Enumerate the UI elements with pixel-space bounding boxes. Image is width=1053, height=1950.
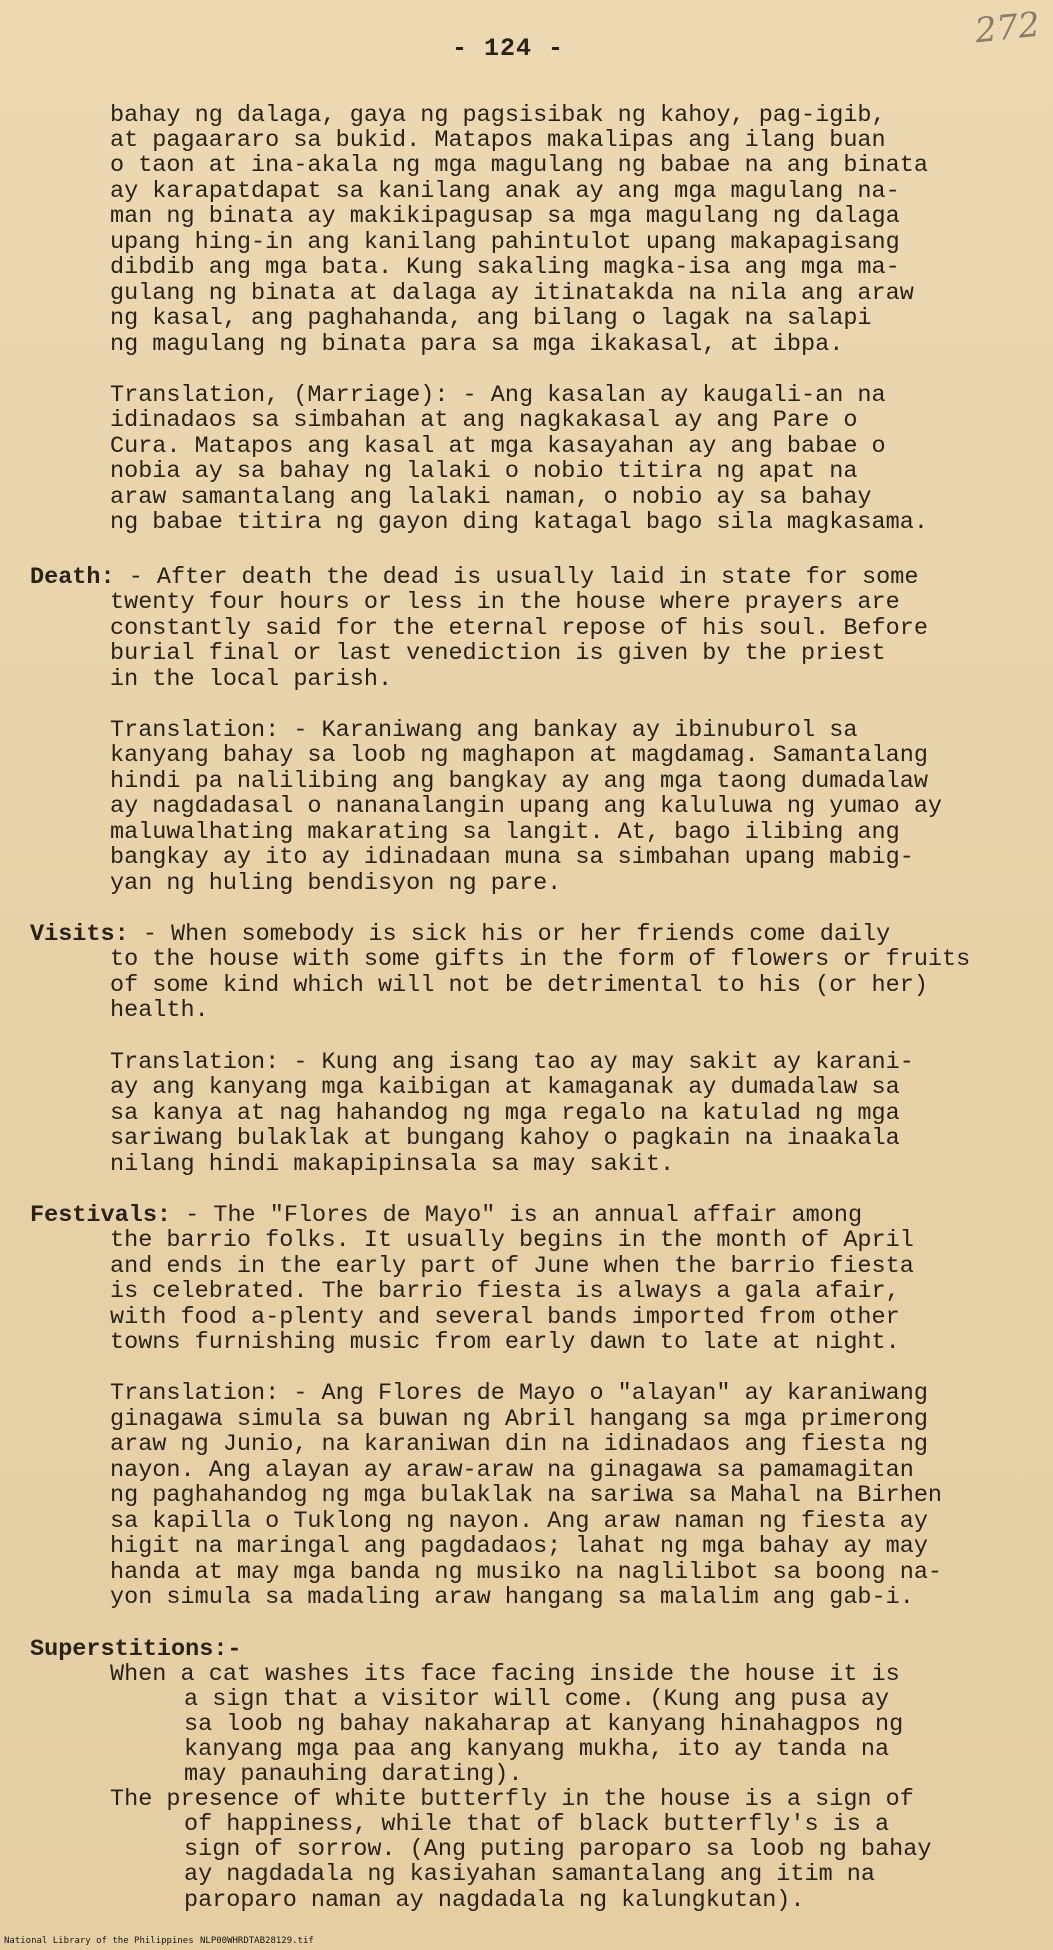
- text-line: is celebrated. The barrio fiesta is always a gala afair,: [110, 1278, 900, 1305]
- text-line: the barrio folks. It usually begins in the month of April: [110, 1227, 914, 1254]
- text-line: health.: [110, 997, 209, 1024]
- text-line: kanyang mga paa ang kanyang mukha, ito ay tanda na: [184, 1736, 890, 1763]
- text-line: hindi pa nalilibing ang bangkay ay ang mga taong dumadalaw: [110, 768, 928, 795]
- text-line: a sign that a visitor will come. (Kung ang pusa ay: [184, 1686, 890, 1713]
- text-line: higit na maringal ang pagdadaos; lahat ng mga bahay ay may: [110, 1533, 928, 1560]
- text-line: to the house with some gifts in the form of flowers or fruits: [110, 946, 971, 973]
- text-line: of some kind which will not be detrimental to his (or her): [110, 972, 928, 999]
- text-line: ng magulang ng binata para sa mga ikakasal, at ibpa.: [110, 331, 844, 358]
- text-line: burial final or last venediction is given by the priest: [110, 640, 886, 667]
- section-label-death: Death:: [30, 564, 115, 591]
- text-line: idinadaos sa simbahan at ang nagkakasal ay ang Pare o: [110, 407, 858, 434]
- footer-filename: NLP00WHRDTAB28129.tif: [200, 1936, 314, 1946]
- text-line: ay nagdadasal o nananalangin upang ang kaluluwa ng yumao ay: [110, 793, 943, 820]
- text-line: man ng binata ay makikipagusap sa mga magulang ng dalaga: [110, 203, 900, 230]
- text-line: sa loob ng bahay nakaharap at kanyang hinahagpos ng: [184, 1711, 904, 1738]
- visits-first-line: Visits: - When somebody is sick his or her friends come daily: [30, 921, 891, 948]
- text-line: may panauhing darating).: [184, 1761, 523, 1788]
- text-line: dibdib ang mga bata. Kung sakaling magka-isa ang mga ma-: [110, 254, 900, 281]
- text-line: sariwang bulaklak at bungang kahoy o pagkain na inaakala: [110, 1125, 900, 1152]
- text-line: maluwalhating makarating sa langit. At, bago ilibing ang: [110, 819, 900, 846]
- text-line: kanyang bahay sa loob ng maghapon at magdamag. Samantalang: [110, 742, 928, 769]
- festivals-first-line: Festivals: - The "Flores de Mayo" is an annual affair among: [30, 1202, 863, 1229]
- text-line: ay nagdadala ng kasiyahan samantalang ang itim na: [184, 1861, 876, 1888]
- text-line: Translation, (Marriage): - Ang kasalan ay kaugali-an na: [110, 382, 886, 409]
- text-line: yan ng huling bendisyon ng pare.: [110, 870, 562, 897]
- text-line: upang hing-in ang kanilang pahintulot upang makapagisang: [110, 229, 900, 256]
- text-line: and ends in the early part of June when the barrio fiesta: [110, 1253, 914, 1280]
- text-line: sign of sorrow. (Ang puting paroparo sa loob ng bahay: [184, 1836, 932, 1863]
- text-line: Translation: - Kung ang isang tao ay may sakit ay karani-: [110, 1049, 914, 1076]
- footer-library-name: National Library of the Philippines: [4, 1936, 194, 1946]
- text-line: nayon. Ang alayan ay araw-araw na ginagawa sa pamamagitan: [110, 1457, 914, 1484]
- text-line: towns furnishing music from early dawn to late at night.: [110, 1329, 900, 1356]
- section-label-superstitions: Superstitions:-: [30, 1636, 242, 1663]
- section-label-festivals: Festivals:: [30, 1202, 172, 1229]
- text-line: ginagawa simula sa buwan ng Abril hangang sa mga primerong: [110, 1406, 928, 1433]
- text-line: at pagaararo sa bukid. Matapos makalipas ang ilang buan: [110, 127, 886, 154]
- text-line: bahay ng dalaga, gaya ng pagsisibak ng kahoy, pag-igib,: [110, 102, 886, 129]
- text-line: twenty four hours or less in the house where prayers are: [110, 589, 900, 616]
- text-line: with food a-plenty and several bands imported from other: [110, 1304, 900, 1331]
- text-line: The presence of white butterfly in the house is a sign of: [110, 1786, 914, 1813]
- text-line: Translation: - Karaniwang ang bankay ay ibinuburol sa: [110, 717, 858, 744]
- text-line: bangkay ay ito ay idinadaan muna sa simbahan upang mabig-: [110, 844, 914, 871]
- text-line: in the local parish.: [110, 666, 393, 693]
- page-number: - 124 -: [452, 34, 565, 63]
- text-line: o taon at ina-akala ng mga magulang ng babae na ang binata: [110, 152, 928, 179]
- text-line: constantly said for the eternal repose of his soul. Before: [110, 615, 928, 642]
- text-line: araw samantalang ang lalaki naman, o nobio ay sa bahay: [110, 484, 872, 511]
- text-line: nilang hindi makapipinsala sa may sakit.: [110, 1151, 675, 1178]
- text-line: sa kanya at nag hahandog ng mga regalo na katulad ng mga: [110, 1100, 900, 1127]
- text-line: yon simula sa madaling araw hangang sa malalim ang gab-i.: [110, 1584, 914, 1611]
- text-line: Translation: - Ang Flores de Mayo o "alayan" ay karaniwang: [110, 1380, 928, 1407]
- text-line: ay karapatdapat sa kanilang anak ay ang mga magulang na-: [110, 178, 900, 205]
- section-label-visits: Visits:: [30, 921, 129, 948]
- death-first-line: Death: - After death the dead is usually laid in state for some: [30, 564, 919, 591]
- handwritten-page-number: 272: [973, 4, 1042, 52]
- text-line: araw ng Junio, na karaniwan din na idinadaos ang fiesta ng: [110, 1431, 928, 1458]
- text-line: Cura. Matapos ang kasal at mga kasayahan ay ang babae o: [110, 433, 886, 460]
- text-line: gulang ng binata at dalaga ay itinatakda na nila ang araw: [110, 280, 914, 307]
- text-line: ng kasal, ang paghahanda, ang bilang o lagak na salapi: [110, 305, 872, 332]
- text-line: ay ang kanyang mga kaibigan at kamaganak ay dumadalaw sa: [110, 1074, 900, 1101]
- text-line: ng paghahandog ng mga bulaklak na sariwa sa Mahal na Birhen: [110, 1482, 943, 1509]
- text-line: paroparo naman ay nagdadala ng kalungkutan).: [184, 1887, 805, 1914]
- text-line: of happiness, while that of black butterfly's is a: [184, 1811, 890, 1838]
- text-line: ng babae titira ng gayon ding katagal bago sila magkasama.: [110, 509, 928, 536]
- text-line: nobia ay sa bahay ng lalaki o nobio titira ng apat na: [110, 458, 858, 485]
- text-line: When a cat washes its face facing inside the house it is: [110, 1661, 900, 1688]
- text-line: handa at may mga banda ng musiko na naglilibot sa boong na-: [110, 1559, 943, 1586]
- text-line: sa kapilla o Tuklong ng nayon. Ang araw naman ng fiesta ay: [110, 1508, 928, 1535]
